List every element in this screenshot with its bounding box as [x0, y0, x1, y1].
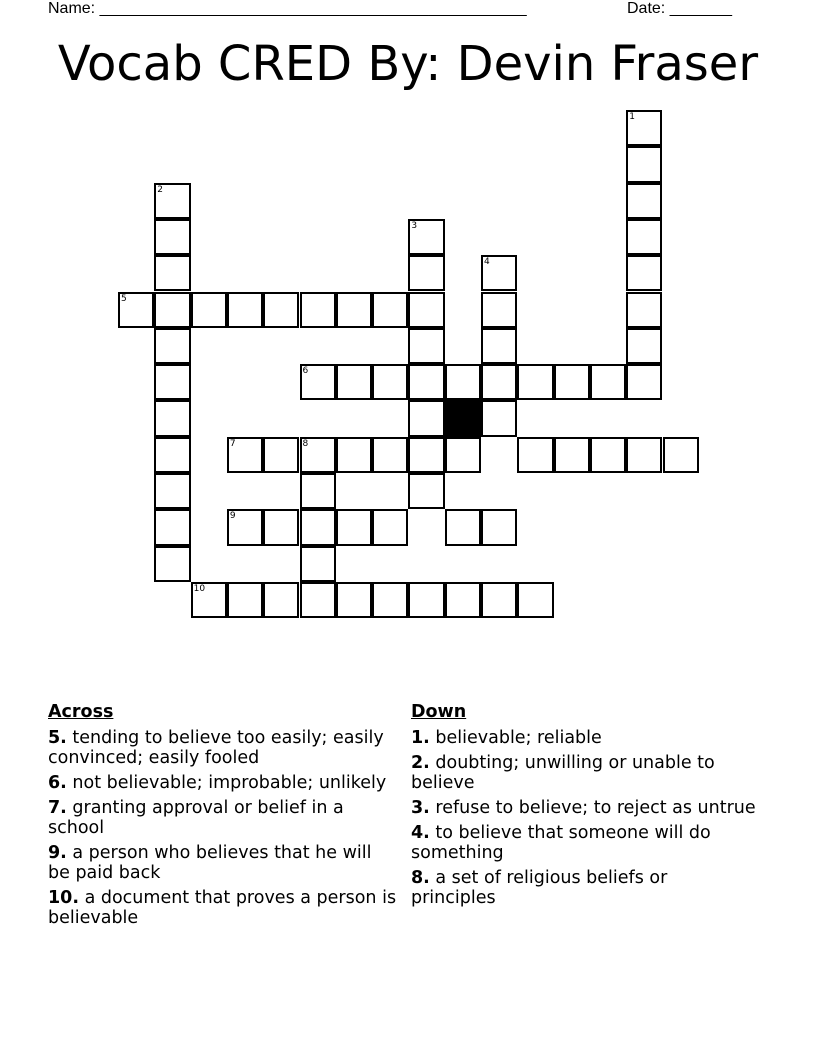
- grid-cell[interactable]: [300, 292, 336, 328]
- across-clue: [48, 843, 398, 883]
- grid-cell[interactable]: [626, 364, 662, 400]
- down-heading: Down: [411, 702, 467, 722]
- grid-cell[interactable]: [626, 328, 662, 364]
- grid-cell[interactable]: [626, 183, 662, 219]
- down-clue: [411, 868, 756, 908]
- grid-cell[interactable]: [263, 292, 299, 328]
- grid-cell[interactable]: [154, 364, 190, 400]
- clue-text: tending to believe too easily; easily convinced; easily fooled: [48, 728, 384, 768]
- grid-cell[interactable]: [481, 292, 517, 328]
- grid-cell-9[interactable]: [227, 509, 263, 545]
- grid-cell[interactable]: [663, 437, 699, 473]
- grid-cell[interactable]: [517, 437, 553, 473]
- grid-cell[interactable]: [154, 219, 190, 255]
- clue-number: 1: [629, 112, 635, 122]
- grid-cell[interactable]: [554, 364, 590, 400]
- page-title: Vocab CRED By: Devin Fraser: [57, 36, 759, 92]
- grid-cell-8[interactable]: [300, 437, 336, 473]
- grid-cell[interactable]: [263, 437, 299, 473]
- grid-cell[interactable]: [336, 509, 372, 545]
- grid-cell[interactable]: [408, 400, 444, 436]
- across-clue: [48, 798, 398, 838]
- across-clues: [48, 702, 398, 933]
- grid-cell[interactable]: [445, 509, 481, 545]
- grid-cell[interactable]: [191, 292, 227, 328]
- grid-cell[interactable]: [481, 364, 517, 400]
- grid-cell[interactable]: [154, 255, 190, 291]
- grid-cell[interactable]: [590, 437, 626, 473]
- grid-cell[interactable]: [372, 437, 408, 473]
- grid-cell-5[interactable]: [118, 292, 154, 328]
- down-clue: [411, 798, 756, 818]
- grid-cell[interactable]: [408, 328, 444, 364]
- grid-cell[interactable]: [372, 582, 408, 618]
- grid-cell[interactable]: [336, 292, 372, 328]
- grid-cell[interactable]: [408, 437, 444, 473]
- grid-cell[interactable]: [408, 292, 444, 328]
- grid-cell[interactable]: [626, 255, 662, 291]
- grid-cell[interactable]: [263, 582, 299, 618]
- grid-cell[interactable]: [626, 146, 662, 182]
- grid-cell[interactable]: [408, 582, 444, 618]
- clue-number: 7.: [48, 798, 67, 818]
- clue-number: 2.: [411, 753, 430, 773]
- grid-cell[interactable]: [154, 509, 190, 545]
- down-clue: [411, 823, 756, 863]
- clue-number: 3.: [411, 798, 430, 818]
- grid-cell[interactable]: [154, 437, 190, 473]
- grid-cell[interactable]: [154, 328, 190, 364]
- grid-cell[interactable]: [517, 364, 553, 400]
- grid-cell[interactable]: [300, 509, 336, 545]
- down-clue-list: [411, 728, 756, 908]
- clue-text: believable; reliable: [429, 728, 602, 748]
- grid-cell-7[interactable]: [227, 437, 263, 473]
- clue-number: 3: [411, 220, 418, 231]
- grid-cell[interactable]: [445, 582, 481, 618]
- down-clue: [411, 753, 756, 793]
- grid-cell[interactable]: [336, 364, 372, 400]
- clue-number: 9: [229, 511, 236, 522]
- grid-cell[interactable]: [408, 255, 444, 291]
- across-clue-list: [48, 728, 398, 928]
- black-square: [445, 400, 481, 436]
- grid-cell[interactable]: [408, 473, 444, 509]
- clue-number: 6.: [48, 773, 67, 793]
- grid-cell[interactable]: [445, 364, 481, 400]
- clue-number: 4: [484, 257, 490, 268]
- clue-number: 10.: [48, 888, 80, 908]
- grid-cell[interactable]: [517, 582, 553, 618]
- clue-text: doubting; unwilling or unable to believe: [411, 753, 715, 793]
- clue-number: 2: [157, 184, 164, 195]
- grid-cell-4[interactable]: [481, 255, 517, 291]
- clue-text: a set of religious beliefs or principles: [411, 868, 668, 908]
- grid-cell[interactable]: [300, 546, 336, 582]
- grid-cell[interactable]: [227, 292, 263, 328]
- grid-cell[interactable]: [336, 582, 372, 618]
- grid-cell-6[interactable]: [300, 364, 336, 400]
- grid-cell-3[interactable]: [408, 219, 444, 255]
- down-clue: [411, 728, 756, 748]
- clue-number: 8: [302, 438, 309, 449]
- grid-cell[interactable]: [554, 437, 590, 473]
- name-field-label: Name: ________________________________________________: [48, 0, 527, 17]
- clue-text: refuse to believe; to reject as untrue: [429, 798, 756, 818]
- clue-number: 8.: [411, 868, 430, 888]
- grid-cell[interactable]: [626, 292, 662, 328]
- clue-number: 7: [229, 438, 236, 449]
- grid-cell[interactable]: [154, 546, 190, 582]
- across-clue: [48, 888, 398, 928]
- grid-cell[interactable]: [154, 473, 190, 509]
- clue-text: to believe that someone will do something: [411, 823, 711, 863]
- down-clues: [411, 702, 756, 913]
- grid-cell[interactable]: [372, 364, 408, 400]
- clue-text: a person who believes that he will be paid back: [48, 843, 372, 883]
- clue-number: 6: [302, 366, 309, 377]
- grid-cell[interactable]: [263, 509, 299, 545]
- grid-cell[interactable]: [590, 364, 626, 400]
- across-clue: [48, 773, 398, 793]
- clue-number: 9.: [48, 843, 67, 863]
- grid-cell[interactable]: [372, 292, 408, 328]
- clue-number: 5.: [48, 728, 67, 748]
- grid-cell[interactable]: [227, 582, 263, 618]
- grid-cell[interactable]: [154, 292, 190, 328]
- grid-cell[interactable]: [154, 400, 190, 436]
- grid-cell-1[interactable]: [626, 110, 662, 146]
- grid-cell-2[interactable]: [154, 183, 190, 219]
- grid-cell[interactable]: [372, 509, 408, 545]
- clue-text: granting approval or belief in a school: [48, 798, 344, 838]
- clue-number: 5: [121, 293, 127, 304]
- grid-cell[interactable]: [481, 400, 517, 436]
- clue-text: a document that proves a person is believable: [48, 888, 397, 928]
- grid-cell[interactable]: [626, 437, 662, 473]
- date-field-label: Date: _______: [627, 0, 732, 17]
- grid-cell[interactable]: [481, 509, 517, 545]
- grid-cell[interactable]: [300, 582, 336, 618]
- across-clue: [48, 728, 398, 768]
- clue-number: 10: [193, 583, 206, 594]
- grid-cell[interactable]: [481, 328, 517, 364]
- grid-cell[interactable]: [336, 437, 372, 473]
- clue-text: not believable; improbable; unlikely: [66, 773, 387, 793]
- grid-cell[interactable]: [481, 582, 517, 618]
- grid-cell[interactable]: [300, 473, 336, 509]
- grid-cell[interactable]: [408, 364, 444, 400]
- clue-number: 1.: [411, 728, 430, 748]
- clue-number: 4.: [411, 823, 430, 843]
- grid-cell-10[interactable]: [191, 582, 227, 618]
- grid-cell[interactable]: [626, 219, 662, 255]
- grid-cell[interactable]: [445, 437, 481, 473]
- across-heading: Across: [48, 702, 114, 722]
